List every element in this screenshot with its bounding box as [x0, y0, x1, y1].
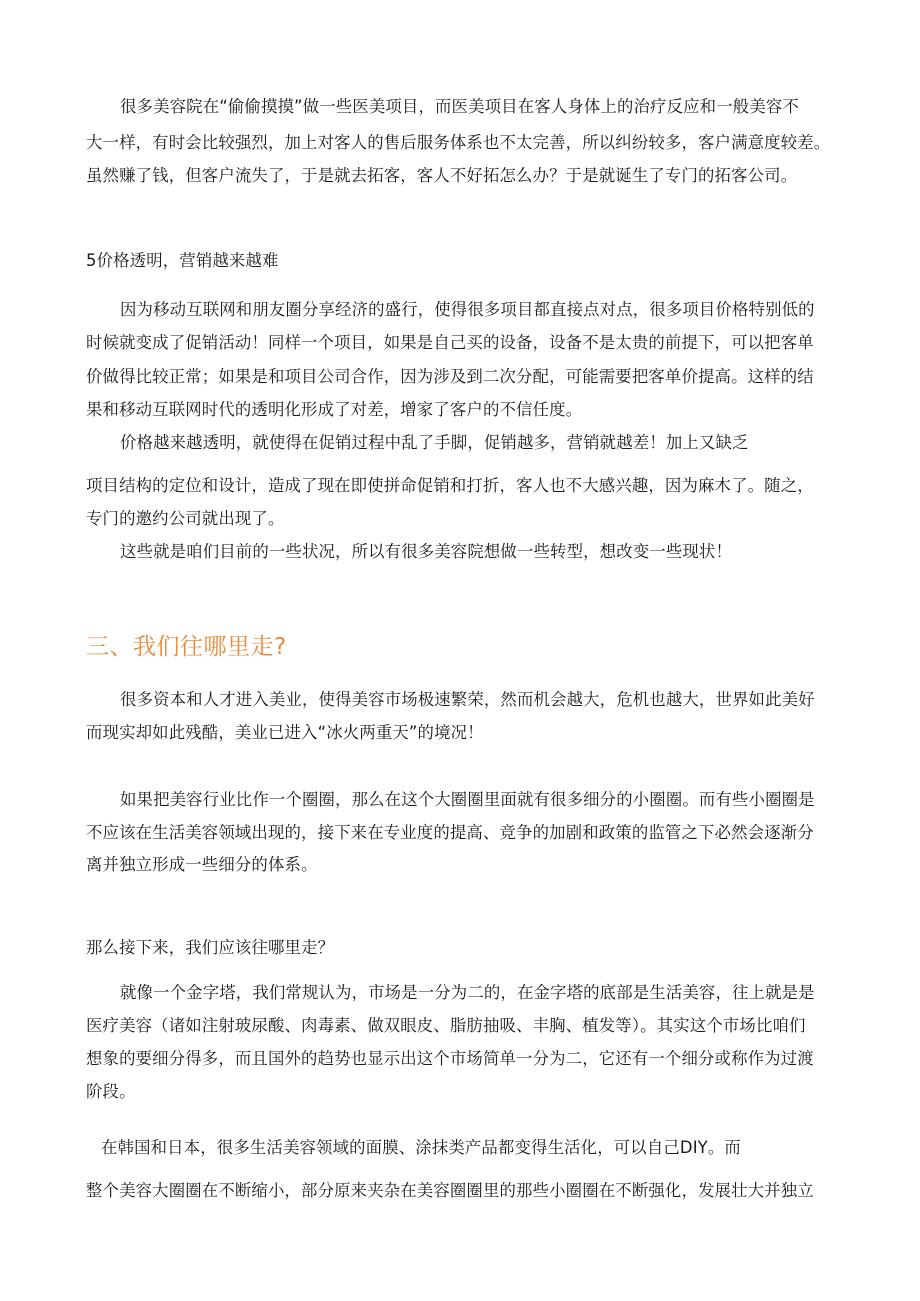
paragraph-line: 医疗美容（诸如注射玻尿酸、肉毒素、做双眼皮、脂肪抽吸、丰胸、植发等）。其实这个市场比咱们 [86, 1016, 806, 1035]
paragraph-line: 阶段。 [86, 1082, 136, 1101]
paragraph-line: 在韩国和日本，很多生活美容领域的面膜、涂抹类产品都变得生活化，可以自己DIY。而 [101, 1138, 741, 1157]
paragraph-line: 不应该在生活美容领域出现的，接下来在专业度的提高、竞争的加剧和政策的监管之下必然会逐渐分 [86, 823, 814, 842]
paragraph-line: 时候就变成了促销活动！同样一个项目，如果是自己买的设备，设备不是太贵的前提下，可以把客单 [86, 333, 814, 352]
paragraph-line: 而现实却如此残酷，美业已进入“冰火两重天”的境况！ [86, 723, 484, 742]
paragraph-line: 果和移动互联网时代的透明化形成了对差，增家了客户的不信任度。 [86, 400, 583, 419]
paragraph-line: 大一样，有时会比较强烈，加上对客人的售后服务体系也不太完善，所以纠纷较多，客户满意度较差。 [86, 133, 831, 152]
paragraph-line: 这些就是咱们目前的一些状况，所以有很多美容院想做一些转型，想改变一些现状！ [120, 542, 733, 561]
paragraph-line: 如果把美容行业比作一个圈圈，那么在这个大圈圈里面就有很多细分的小圈圈。而有些小圈圈是 [120, 790, 815, 809]
paragraph-line: 虽然赚了钱，但客户流失了，于是就去拓客，客人不好拓怎么办？于是就诞生了专门的拓客公司。 [86, 166, 798, 185]
paragraph-line: 因为移动互联网和朋友圈分享经济的盛行，使得很多项目都直接点对点，很多项目价格特别低的 [120, 300, 815, 319]
paragraph-line: 项目结构的定位和设计，造成了现在即使拼命促销和打折，客人也不大感兴趣，因为麻木了。随之， [86, 476, 814, 495]
paragraph-line: 离并独立形成一些细分的体系。 [86, 855, 318, 874]
section-heading: 三、我们往哪里走? [86, 634, 287, 660]
paragraph-line: 价格越来越透明，就使得在促销过程中乱了手脚，促销越多，营销就越差！加上又缺乏 [120, 433, 749, 452]
paragraph-line: 整个美容大圈圈在不断缩小，部分原来夹杂在美容圈圈里的那些小圈圈在不断强化，发展壮大并独立 [86, 1181, 814, 1200]
paragraph-line: 专门的邀约公司就出现了。 [86, 509, 285, 528]
paragraph-line: 很多资本和人才进入美业，使得美容市场极速繁荣，然而机会越大，危机也越大，世界如此美好 [120, 690, 815, 709]
subheading: 5价格透明，营销越来越难 [86, 251, 279, 270]
question-line: 那么接下来，我们应该往哪里走？ [86, 938, 335, 957]
paragraph-line: 就像一个金字塔，我们常规认为，市场是一分为二的，在金字塔的底部是生活美容，往上就是是 [120, 983, 815, 1002]
paragraph-line: 很多美容院在“偷偷摸摸”做一些医美项目，而医美项目在客人身体上的治疗反应和一般美容不 [120, 97, 799, 116]
paragraph-line: 价做得比较正常；如果是和项目公司合作，因为涉及到二次分配，可能需要把客单价提高。这样的结 [86, 367, 814, 386]
paragraph-line: 想象的要细分得多，而且国外的趋势也显示出这个市场简单一分为二，它还有一个细分或称作为过渡 [86, 1049, 814, 1068]
